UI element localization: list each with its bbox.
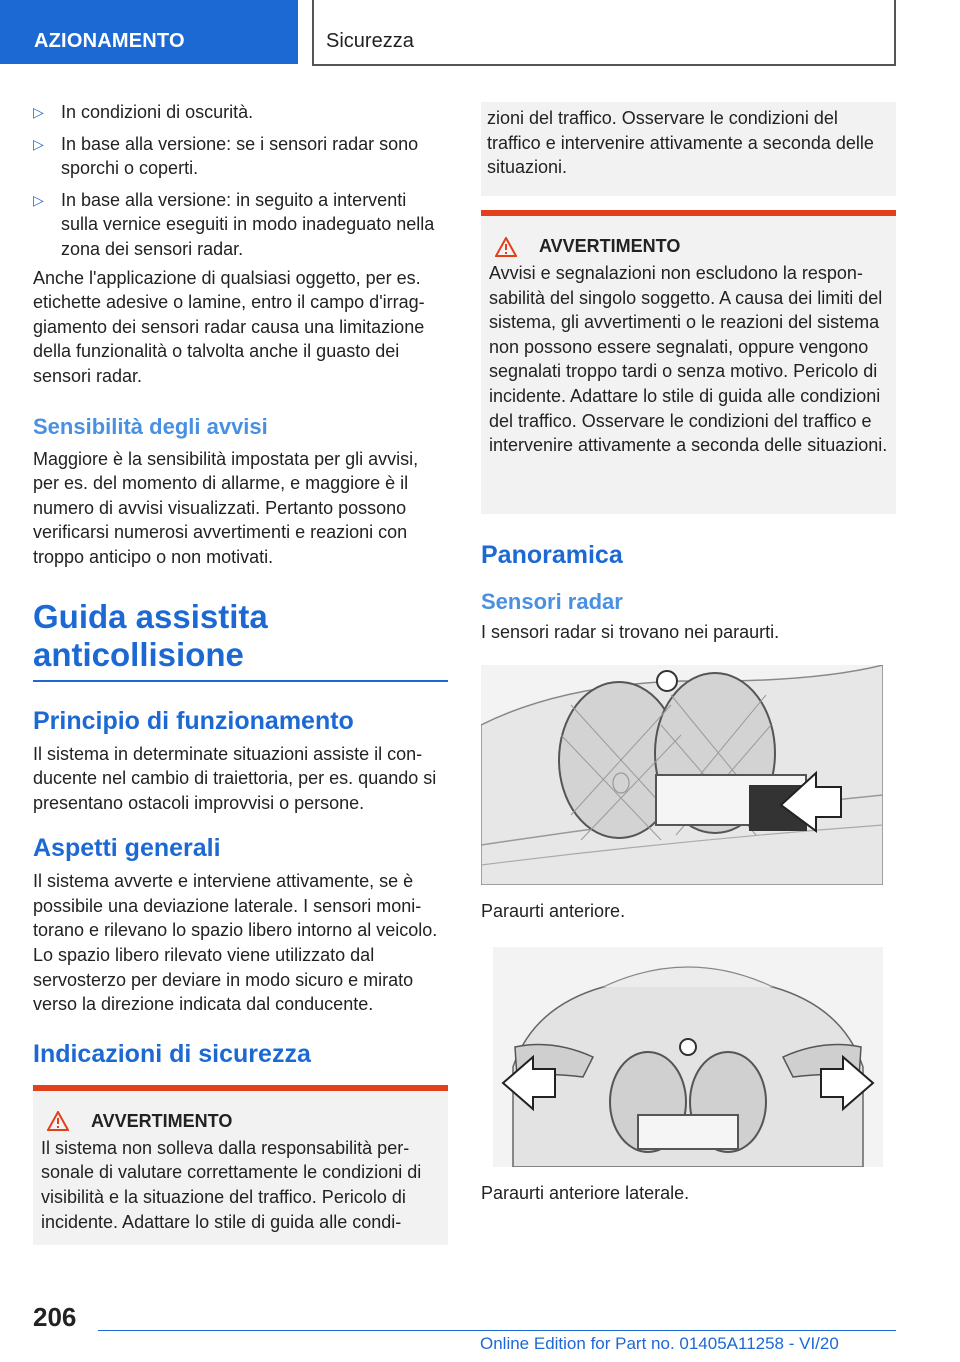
warning-continuation (481, 102, 896, 196)
triangle-bullet-icon: ▷ (33, 191, 44, 208)
paragraph: Il sistema in determinate situazioni assiste il conducente nel cambio di traiettoria, per es. quando si presentano ostacoli improvvisi o persone. (33, 743, 437, 813)
warning-text: zioni del traffico. Osservare le condizioni del traffico e intervenire attivamente a seconda delle situazioni. (487, 108, 874, 178)
left-column (33, 100, 448, 1245)
paragraph: Maggiore è la sensibilità impostata per gli avvisi, per es. del momento di allarme, e maggiore è il numero di avvisi visualizzati. Pertanto possono verificarsi numerosi avvertimenti e reazioni con troppo anticipo o non motivati. (33, 448, 419, 567)
warning-title: AVVERTIMENTO (91, 1110, 233, 1131)
heading-sensori: Sensori radar (481, 589, 623, 614)
heading-sensibilita: Sensibilità degli avvisi (33, 413, 268, 439)
chapter-tab: AZIONAMENTO (0, 0, 298, 64)
title-divider (33, 680, 448, 682)
page-title (33, 598, 448, 674)
triangle-bullet-icon: ▷ (33, 135, 44, 152)
heading-panoramica: Panoramica (481, 541, 623, 569)
warning-triangle-icon (47, 1111, 69, 1131)
list-item: ▷ In base alla versione: se i sensori radar sono sporchi o coperti. (33, 133, 419, 179)
warning-box (33, 1085, 448, 1245)
warning-text: Il sistema non solleva dalla responsabilità personale di valutare correttamente le condizioni di visibilità e la situazione del traffico. Pericolo di incidente. Adattare lo stile di guida alle condi- (41, 1137, 422, 1232)
title-line: Guida assistita (33, 597, 268, 635)
heading-aspetti: Aspetti generali (33, 834, 221, 863)
heading-indicazioni: Indicazioni di sicurezza (33, 1039, 311, 1068)
right-column (481, 102, 896, 1206)
image-caption: Paraurti anteriore. (481, 900, 626, 921)
front-bumper-lateral-image (493, 947, 883, 1167)
warning-title: AVVERTIMENTO (539, 236, 681, 256)
title-line: anticollisione (33, 635, 244, 673)
image-caption: Paraurti anteriore laterale. (481, 1183, 690, 1204)
triangle-bullet-icon: ▷ (33, 104, 44, 120)
paragraph: Il sistema avverte e interviene attivamente, se è possibile una deviazione laterale. I sensori monitorano e rilevano lo spazio libero intorno al veicolo. Lo spazio libero rilevato viene utilizzato dal servosterzo per deviare in modo sicuro e mirato verso la direzione indicata dal conducente. (33, 871, 438, 1015)
warning-text: Avvisi e segnalazioni non escludono la responsabilità del singolo soggetto. A causa dei limiti del sistema, gli avvertimenti o le reazioni del sistema non possono essere segnalati, oppure vengono segnalati troppo tardi o senza motivo. Pericolo di incidente. Adattare lo stile di guida alle condizioni del traffico. Osservare le condizioni del traffico e intervenire attivamente a seconda delle situazioni. (489, 263, 888, 456)
list-item: ▷ In base alla versione: in seguito a interventi sulla vernice eseguiti in modo inadeguato nella zona dei sensori radar. (33, 189, 435, 259)
warning-box (481, 210, 896, 514)
condition-list (33, 100, 448, 262)
warning-triangle-icon (495, 237, 517, 257)
car-front-lateral-illustration (493, 947, 883, 1167)
warning-header (41, 1111, 440, 1132)
paragraph: Anche l'applicazione di qualsiasi oggetto, per es. etichette adesive o lamine, entro il campo d'irraggiamento dei sensori radar causa una limitazione della funzionalità o talvolta anche il guasto dei sensori radar. (33, 267, 425, 386)
footer-edition: Online Edition for Part no. 01405A11258 - VI/20 (480, 1334, 839, 1353)
paragraph: I sensori radar si trovano nei paraurti. (481, 622, 780, 642)
car-front-illustration (481, 665, 883, 885)
list-item: ▷ In condizioni di oscurità. (33, 100, 448, 125)
front-bumper-image (481, 665, 883, 885)
section-tab: Sicurezza (312, 0, 896, 66)
warning-header (489, 236, 888, 257)
footer-divider (98, 1330, 896, 1331)
page-number: 206 (33, 1302, 77, 1332)
heading-principio: Principio di funzionamento (33, 706, 354, 735)
